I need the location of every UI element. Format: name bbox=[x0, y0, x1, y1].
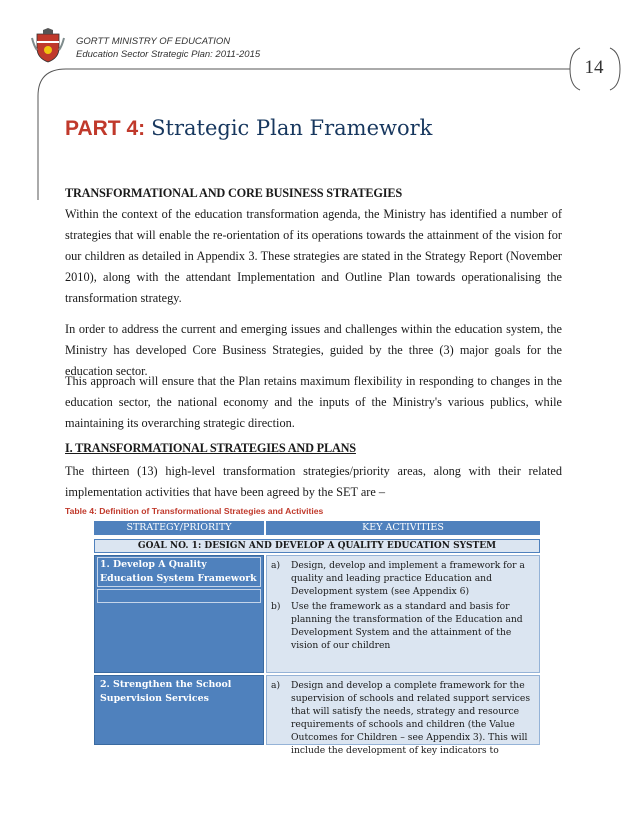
activity-2a-text: Design and develop a complete framework for the supervision of schools and related support services that will satisfy the needs, strategy and resource requirements of schools and children (the Value Outcomes for Children – see Appendix 3). This will include the development of key indicators to bbox=[291, 680, 531, 756]
strategies-table bbox=[94, 521, 540, 756]
activity-1b-label: b) bbox=[271, 601, 281, 612]
table-row-2-activities bbox=[266, 675, 540, 756]
table-caption: Table 4: Definition of Transformational Strategies and Activities bbox=[65, 506, 324, 516]
page-number: 14 bbox=[584, 57, 604, 78]
paragraph-4: The thirteen (13) high-level transformation strategies/priority areas, along with their related implementation activities that have been agreed by the SET are – bbox=[65, 464, 562, 499]
activity-1a-text: Design, develop and implement a framework for a quality and leading practice Education and Development system (see Appendix 6) bbox=[291, 560, 525, 597]
table-row-2-strategy bbox=[94, 675, 264, 745]
column-header-strategy: STRATEGY/PRIORITY bbox=[94, 521, 264, 535]
section-heading-transformational: I. TRANSFORMATIONAL STRATEGIES AND PLANS bbox=[65, 441, 356, 455]
activity-2a-label: a) bbox=[271, 680, 281, 691]
page-title bbox=[65, 116, 432, 141]
strategy-1-text: 1. Develop A Quality Education System Framework bbox=[100, 559, 257, 584]
activity-1b-text: Use the framework as a standard and basis for planning the transformation of the Education and Development System and the attainment of the vision of our children bbox=[291, 601, 523, 651]
title-part: PART 4: bbox=[65, 117, 146, 140]
title-name: Strategic Plan Framework bbox=[151, 116, 433, 140]
header-plan: Education Sector Strategic Plan: 2011-2015 bbox=[76, 49, 261, 60]
paragraph-2: In order to address the current and emerging issues and challenges within the education system, the Ministry has developed Core Business Strategies, guided by the three (3) major goals for the education sector. bbox=[65, 322, 562, 378]
activity-1a-label: a) bbox=[271, 560, 281, 571]
header-ministry: GORTT MINISTRY OF EDUCATION bbox=[76, 36, 231, 47]
table-row-1-activities bbox=[266, 555, 540, 673]
paragraph-3: This approach will ensure that the Plan retains maximum flexibility in responding to changes in the education sector, the national economy and the inputs of the Ministry's various publics, while maintaining its overarching strategic direction. bbox=[65, 374, 562, 430]
strategy-2-text: 2. Strengthen the School Supervision Services bbox=[100, 679, 232, 704]
section-heading-strategies: TRANSFORMATIONAL AND CORE BUSINESS STRATEGIES bbox=[65, 186, 402, 200]
column-header-activities: KEY ACTIVITIES bbox=[266, 521, 540, 535]
paragraph-1: Within the context of the education transformation agenda, the Ministry has identified a number of strategies that will enable the re-orientation of its operations towards the attainment of the vision for our children as detailed in Appendix 3. These strategies are stated in the Strategy Report (November 2010), along with the attendant Implementation and Outline Plan towards operationalising the transformation strategy. bbox=[65, 207, 562, 305]
cell-inner bbox=[97, 589, 261, 603]
coat-of-arms-icon bbox=[31, 28, 65, 64]
page-frame bbox=[0, 0, 638, 200]
table-row-1-strategy bbox=[94, 555, 264, 673]
goal-row: GOAL NO. 1: DESIGN AND DEVELOP A QUALITY EDUCATION SYSTEM bbox=[94, 539, 540, 553]
